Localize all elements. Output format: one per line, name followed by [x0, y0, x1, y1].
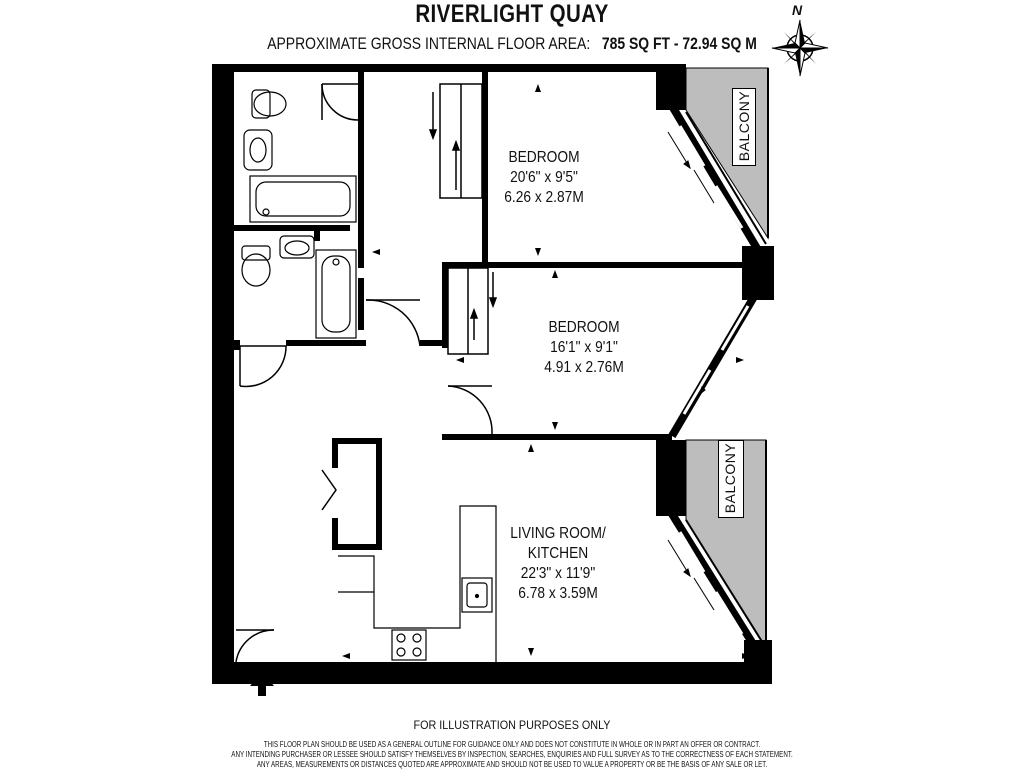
living-room-imperial: 22'3" x 11'9"	[520, 565, 596, 582]
wardrobe-bedroom2	[448, 268, 496, 354]
living-room-label	[498, 524, 618, 604]
exterior-walls	[212, 64, 774, 684]
plan-title: RIVERLIGHT QUAY	[415, 0, 609, 28]
compass-north-label: N	[792, 2, 803, 18]
bedroom1-label	[494, 148, 594, 208]
bedroom2-metric: 4.91 x 2.76M	[544, 359, 624, 376]
compass-rose-icon	[772, 20, 828, 76]
living-room-metric: 6.78 x 3.59M	[518, 585, 598, 602]
floor-area-value: 785 SQ FT - 72.94 SQ M	[601, 34, 757, 53]
bathroom1-fixtures	[244, 90, 356, 222]
wardrobe-bedroom1	[430, 84, 482, 198]
bedroom1-metric: 6.26 x 2.87M	[504, 189, 584, 206]
bedroom2-name: BEDROOM	[548, 319, 620, 336]
bedroom2-imperial: 16'1" x 9'1"	[550, 339, 618, 356]
kitchen-units	[338, 506, 496, 662]
bedroom1-name: BEDROOM	[508, 149, 580, 166]
floor-area-label: APPROXIMATE GROSS INTERNAL FLOOR AREA:	[267, 34, 591, 53]
disclaimer-line-2: ANY INTENDING PURCHASER OR LESSEE SHOULD SATISFY THEMSELVES BY INSPECTION, SEARCHES, ENQUIRIES AND FULL SURVEY AS TO THE CORRECTNESS OF EACH STATEMENT.	[231, 750, 793, 759]
balcony-upper-label: BALCONY	[736, 90, 752, 162]
bedroom2-label	[534, 318, 634, 378]
living-room-name-line2: KITCHEN	[527, 545, 589, 562]
bathroom2-fixtures	[242, 236, 356, 338]
door-swings	[236, 84, 492, 662]
bedroom1-imperial: 20'6" x 9'5"	[510, 169, 578, 186]
disclaimer-line-3: ANY AREAS, MEASUREMENTS OR DISTANCES QUOTED ARE APPROXIMATE AND SHOULD NOT BE USED TO VALUE A PROPERTY OR BE THE BASIS OF ANY SALE OR LET.	[256, 760, 768, 769]
disclaimer-line-1: THIS FLOOR PLAN SHOULD BE USED AS A GENERAL OUTLINE FOR GUIDANCE ONLY AND DOES NOT CONSTITUTE IN WHOLE OR IN PART AN OFFER OR CONTRACT.	[263, 740, 761, 749]
illustration-notice: FOR ILLUSTRATION PURPOSES ONLY	[413, 718, 611, 732]
balcony-lower-label: BALCONY	[722, 442, 738, 514]
living-room-name-line1: LIVING ROOM/	[510, 525, 606, 542]
